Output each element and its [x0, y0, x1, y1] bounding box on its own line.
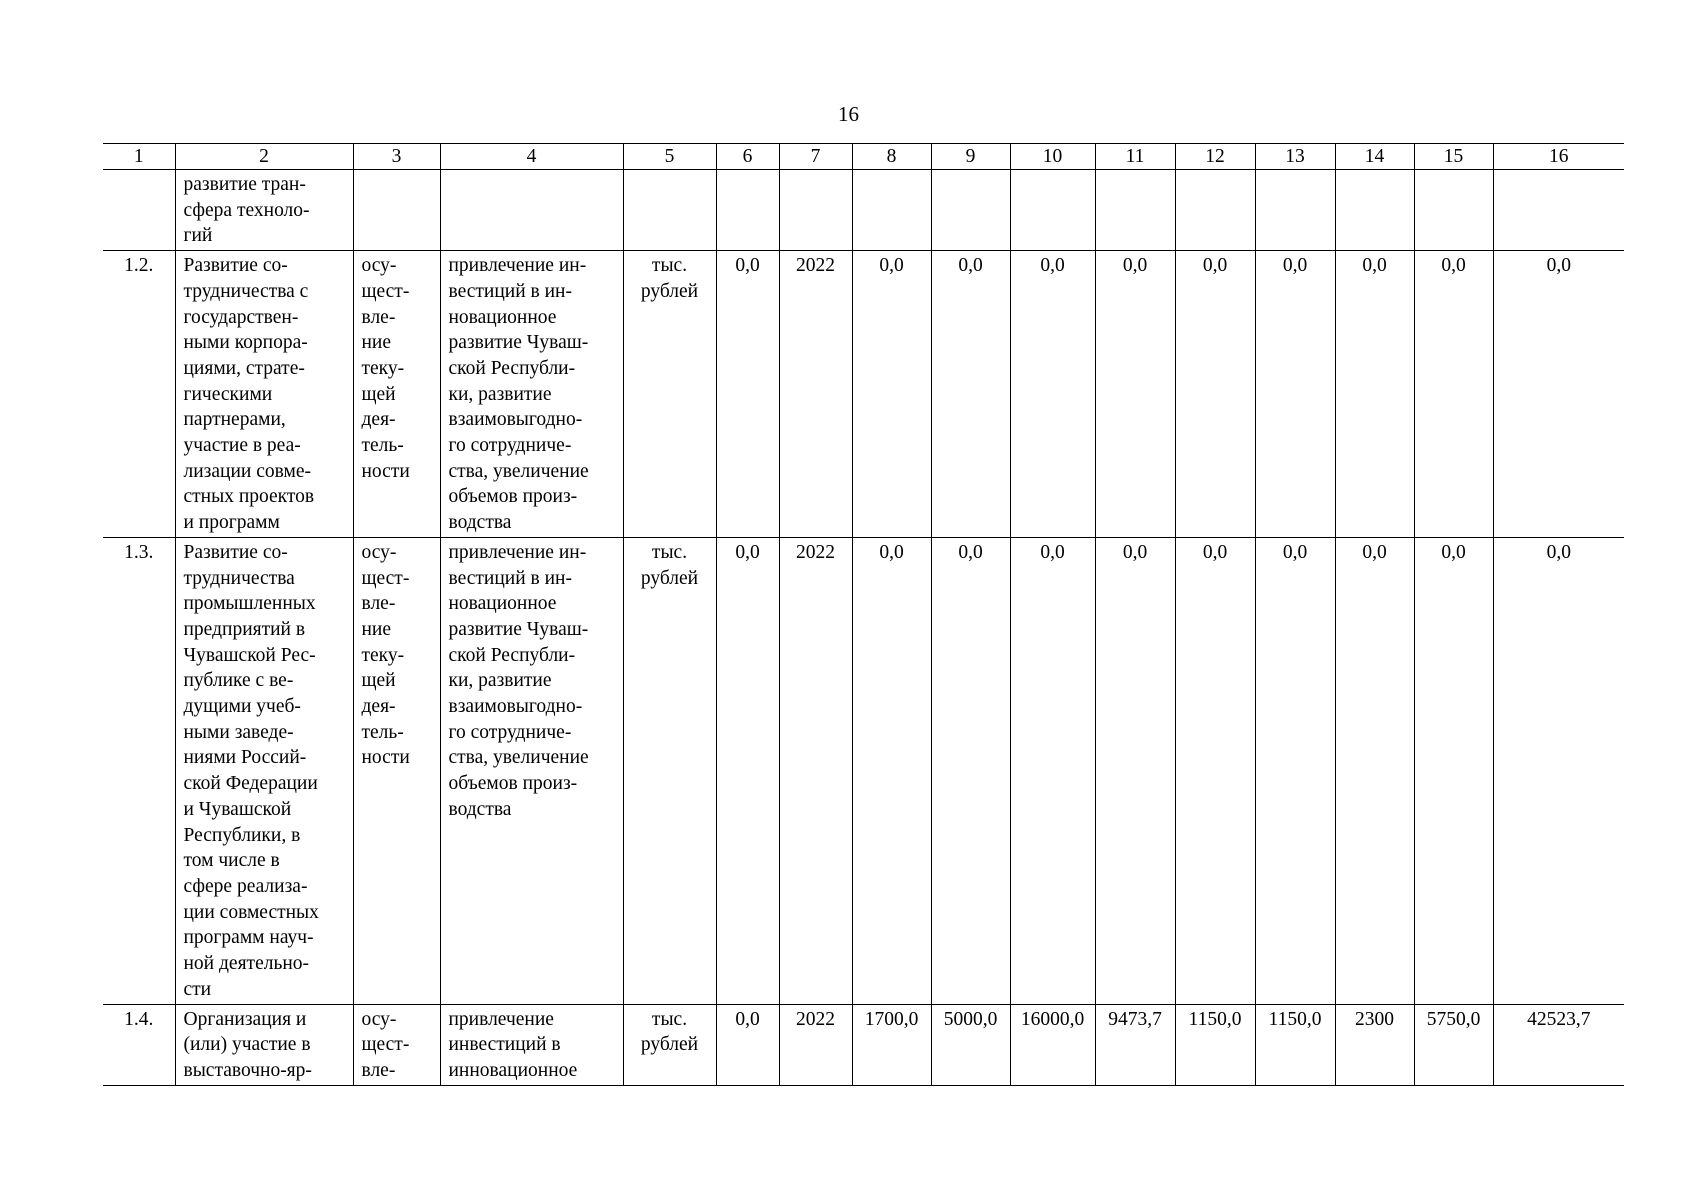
activity-type-cell-line: щей: [361, 670, 396, 692]
column-number-9: 9: [931, 144, 1010, 170]
value-cell: 1700,0: [852, 1004, 931, 1085]
column-number-12: 12: [1175, 144, 1255, 170]
activity-name-cell-line: публике с ве-: [183, 670, 294, 692]
activity-name-cell-line: выставочно-яр-: [183, 1059, 312, 1081]
value-cell: [1255, 170, 1335, 251]
expected-result-cell-line: развитие Чуваш-: [448, 618, 589, 640]
expected-result-cell-line: взаимовыгодно-: [448, 409, 583, 431]
value-cell: 0,0: [931, 537, 1010, 1004]
column-number-14: 14: [1335, 144, 1414, 170]
value-cell: 0,0: [716, 251, 779, 538]
expected-result-cell-line: го сотрудниче-: [448, 721, 572, 743]
activity-name-cell-line: ными заведе-: [183, 721, 294, 743]
activity-name-cell-line: развитие тран-: [183, 174, 306, 195]
activity-name-cell-line: Развитие со-: [183, 541, 288, 563]
value-cell: 5000,0: [931, 1004, 1010, 1085]
expected-result-cell-line: развитие Чуваш-: [448, 332, 589, 354]
column-number-11: 11: [1095, 144, 1175, 170]
activity-type-cell-line: дея-: [361, 409, 396, 431]
value-cell: 0,0: [1335, 537, 1414, 1004]
row-index: [103, 170, 175, 251]
activity-type-cell-line: теку-: [361, 357, 405, 379]
value-cell: 0,0: [1255, 251, 1335, 538]
value-cell: 0,0: [1175, 537, 1255, 1004]
column-number-7: 7: [779, 144, 852, 170]
value-cell: [1095, 170, 1175, 251]
value-cell: [931, 170, 1010, 251]
row-index: 1.4.: [103, 1004, 175, 1085]
activity-name-cell-line: ниями Россий-: [183, 747, 307, 769]
column-number-3: 3: [353, 144, 440, 170]
activity-type-cell-line: осу-: [361, 1008, 397, 1030]
activity-type-cell: [353, 1004, 440, 1085]
unit-cell-line: тыс.: [651, 1008, 688, 1030]
column-number-row: [103, 144, 1624, 170]
activity-name-cell-line: ными корпора-: [183, 332, 308, 354]
activity-name-cell-line: Развитие со-: [183, 255, 288, 277]
activity-type-cell-line: вле-: [361, 1059, 396, 1081]
value-cell: [852, 170, 931, 251]
value-cell: 2022: [779, 537, 852, 1004]
activity-name-cell-line: ции совместных: [183, 901, 319, 923]
unit-cell: [623, 1004, 716, 1085]
table-row: [103, 170, 1624, 251]
activity-name-cell-line: сфера техноло-: [183, 199, 310, 221]
activity-name-cell-line: ской Федерации: [183, 773, 318, 795]
activity-type-cell-line: щест-: [361, 1034, 410, 1056]
activity-type-cell-line: теку-: [361, 644, 405, 666]
value-cell: 0,0: [1335, 251, 1414, 538]
column-number-2: 2: [175, 144, 353, 170]
value-cell: 0,0: [716, 537, 779, 1004]
value-cell: 5750,0: [1414, 1004, 1493, 1085]
column-number-6: 6: [716, 144, 779, 170]
unit-cell-line: рублей: [640, 567, 699, 589]
activity-name-cell-line: дущими учеб-: [183, 696, 301, 718]
value-cell: 2022: [779, 1004, 852, 1085]
value-cell: [1493, 170, 1624, 251]
expected-result-cell-line: привлечение ин-: [448, 541, 587, 563]
activity-name-cell-line: и программ: [183, 512, 280, 534]
expected-result-cell: [440, 251, 623, 538]
activity-type-cell-line: вле-: [361, 593, 396, 615]
value-cell: [1175, 170, 1255, 251]
value-cell: 0,0: [1414, 251, 1493, 538]
expected-result-cell-line: привлечение ин-: [448, 255, 587, 277]
expected-result-cell: [440, 537, 623, 1004]
expected-result-cell-line: взаимовыгодно-: [448, 696, 583, 718]
expected-result-cell-line: водства: [448, 798, 512, 820]
activity-name-cell-line: трудничества с: [183, 280, 309, 302]
value-cell: 0,0: [1255, 537, 1335, 1004]
unit-cell-line: тыс.: [651, 255, 688, 277]
activity-type-cell: [353, 170, 440, 251]
expected-result-cell-line: ки, развитие: [448, 670, 552, 692]
activity-type-cell-line: ности: [361, 747, 410, 769]
value-cell: [1010, 170, 1095, 251]
expected-result-cell-line: объемов произ-: [448, 486, 578, 508]
activity-name-cell-line: гий: [183, 225, 213, 247]
value-cell: 0,0: [1095, 251, 1175, 538]
activity-name-cell-line: Республики, в: [183, 824, 301, 846]
activity-type-cell-line: ности: [361, 460, 410, 482]
column-number-13: 13: [1255, 144, 1335, 170]
activity-type-cell-line: щей: [361, 383, 396, 405]
activity-name-cell-line: том числе в: [183, 850, 280, 872]
value-cell: 1150,0: [1175, 1004, 1255, 1085]
unit-cell-line: рублей: [640, 1034, 699, 1056]
value-cell: 9473,7: [1095, 1004, 1175, 1085]
activity-type-cell-line: осу-: [361, 541, 397, 563]
activity-name-cell: [175, 170, 353, 251]
value-cell: 0,0: [852, 251, 931, 538]
expected-result-cell-line: водства: [448, 512, 512, 534]
activity-type-cell-line: тель-: [361, 435, 404, 457]
expected-result-cell-line: ства, увеличение: [448, 747, 589, 769]
activity-name-cell-line: Организация и: [183, 1008, 307, 1030]
activity-name-cell-line: предприятий в: [183, 618, 306, 640]
activity-name-cell-line: циями, страте-: [183, 357, 305, 379]
expected-result-cell-line: новационное: [448, 593, 557, 615]
activity-name-cell-line: (или) участие в: [183, 1034, 311, 1056]
column-number-5: 5: [623, 144, 716, 170]
activity-type-cell-line: щест-: [361, 280, 410, 302]
table-row: [103, 251, 1624, 538]
value-cell: 0,0: [852, 537, 931, 1004]
unit-cell-line: тыс.: [651, 541, 688, 563]
activity-name-cell-line: ной деятельно-: [183, 953, 310, 975]
page-number: 16: [838, 102, 859, 126]
expected-result-cell-line: ской Республи-: [448, 644, 576, 666]
expected-result-cell-line: объемов произ-: [448, 773, 578, 795]
activity-name-cell-line: промышленных: [183, 593, 316, 615]
expected-result-cell: [440, 1004, 623, 1085]
value-cell: 1150,0: [1255, 1004, 1335, 1085]
expected-result-cell-line: инвестиций в: [448, 1034, 561, 1056]
column-number-8: 8: [852, 144, 931, 170]
expected-result-cell-line: инновационное: [448, 1059, 578, 1081]
activity-name-cell: [175, 537, 353, 1004]
expected-result-cell-line: ства, увеличение: [448, 460, 589, 482]
expected-result-cell-line: ки, развитие: [448, 383, 552, 405]
value-cell: 2022: [779, 251, 852, 538]
expected-result-cell: [440, 170, 623, 251]
activity-type-cell: [353, 537, 440, 1004]
activity-name-cell-line: стных проектов: [183, 486, 315, 508]
value-cell: 0,0: [1493, 251, 1624, 538]
value-cell: 0,0: [1414, 537, 1493, 1004]
expected-result-cell-line: вестиций в ин-: [448, 280, 572, 302]
value-cell: [1335, 170, 1414, 251]
program-table: [103, 143, 1624, 1086]
activity-name-cell: [175, 251, 353, 538]
activity-name-cell-line: партнерами,: [183, 409, 286, 431]
value-cell: [779, 170, 852, 251]
value-cell: 0,0: [931, 251, 1010, 538]
activity-type-cell-line: вле-: [361, 306, 396, 328]
activity-name-cell-line: сти: [183, 978, 212, 1000]
activity-name-cell-line: лизации совме-: [183, 460, 311, 482]
table-row: [103, 537, 1624, 1004]
activity-type-cell-line: тель-: [361, 721, 404, 743]
value-cell: 16000,0: [1010, 1004, 1095, 1085]
value-cell: [716, 170, 779, 251]
value-cell: 0,0: [1010, 537, 1095, 1004]
activity-name-cell-line: сфере реализа-: [183, 875, 308, 897]
unit-cell: [623, 537, 716, 1004]
value-cell: [1414, 170, 1493, 251]
activity-name-cell-line: и Чувашской: [183, 798, 292, 820]
activity-type-cell-line: ние: [361, 618, 392, 640]
value-cell: 0,0: [1095, 537, 1175, 1004]
expected-result-cell-line: привлечение: [448, 1008, 554, 1030]
column-number-1: 1: [103, 144, 175, 170]
table-row: [103, 1004, 1624, 1085]
value-cell: 42523,7: [1493, 1004, 1624, 1085]
activity-name-cell-line: программ науч-: [183, 927, 314, 949]
expected-result-cell-line: вестиций в ин-: [448, 567, 572, 589]
value-cell: 0,0: [1010, 251, 1095, 538]
unit-cell: [623, 170, 716, 251]
value-cell: 0,0: [1175, 251, 1255, 538]
row-index: 1.2.: [103, 251, 175, 538]
value-cell: 0,0: [716, 1004, 779, 1085]
expected-result-cell-line: го сотрудниче-: [448, 435, 572, 457]
expected-result-cell-line: ской Республи-: [448, 357, 576, 379]
row-index: 1.3.: [103, 537, 175, 1004]
activity-type-cell-line: щест-: [361, 567, 410, 589]
unit-cell: [623, 251, 716, 538]
column-number-15: 15: [1414, 144, 1493, 170]
unit-cell-line: рублей: [640, 280, 699, 302]
activity-name-cell: [175, 1004, 353, 1085]
column-number-10: 10: [1010, 144, 1095, 170]
value-cell: 2300: [1335, 1004, 1414, 1085]
activity-name-cell-line: государствен-: [183, 306, 299, 328]
column-number-4: 4: [440, 144, 623, 170]
column-number-16: 16: [1493, 144, 1624, 170]
activity-type-cell: [353, 251, 440, 538]
activity-type-cell-line: осу-: [361, 255, 397, 277]
activity-name-cell-line: гическими: [183, 383, 273, 405]
value-cell: 0,0: [1493, 537, 1624, 1004]
expected-result-cell-line: новационное: [448, 306, 557, 328]
activity-name-cell-line: участие в реа-: [183, 435, 301, 457]
activity-name-cell-line: трудничества: [183, 567, 295, 589]
activity-name-cell-line: Чувашской Рес-: [183, 644, 316, 666]
activity-type-cell-line: ние: [361, 332, 392, 354]
activity-type-cell-line: дея-: [361, 696, 396, 718]
